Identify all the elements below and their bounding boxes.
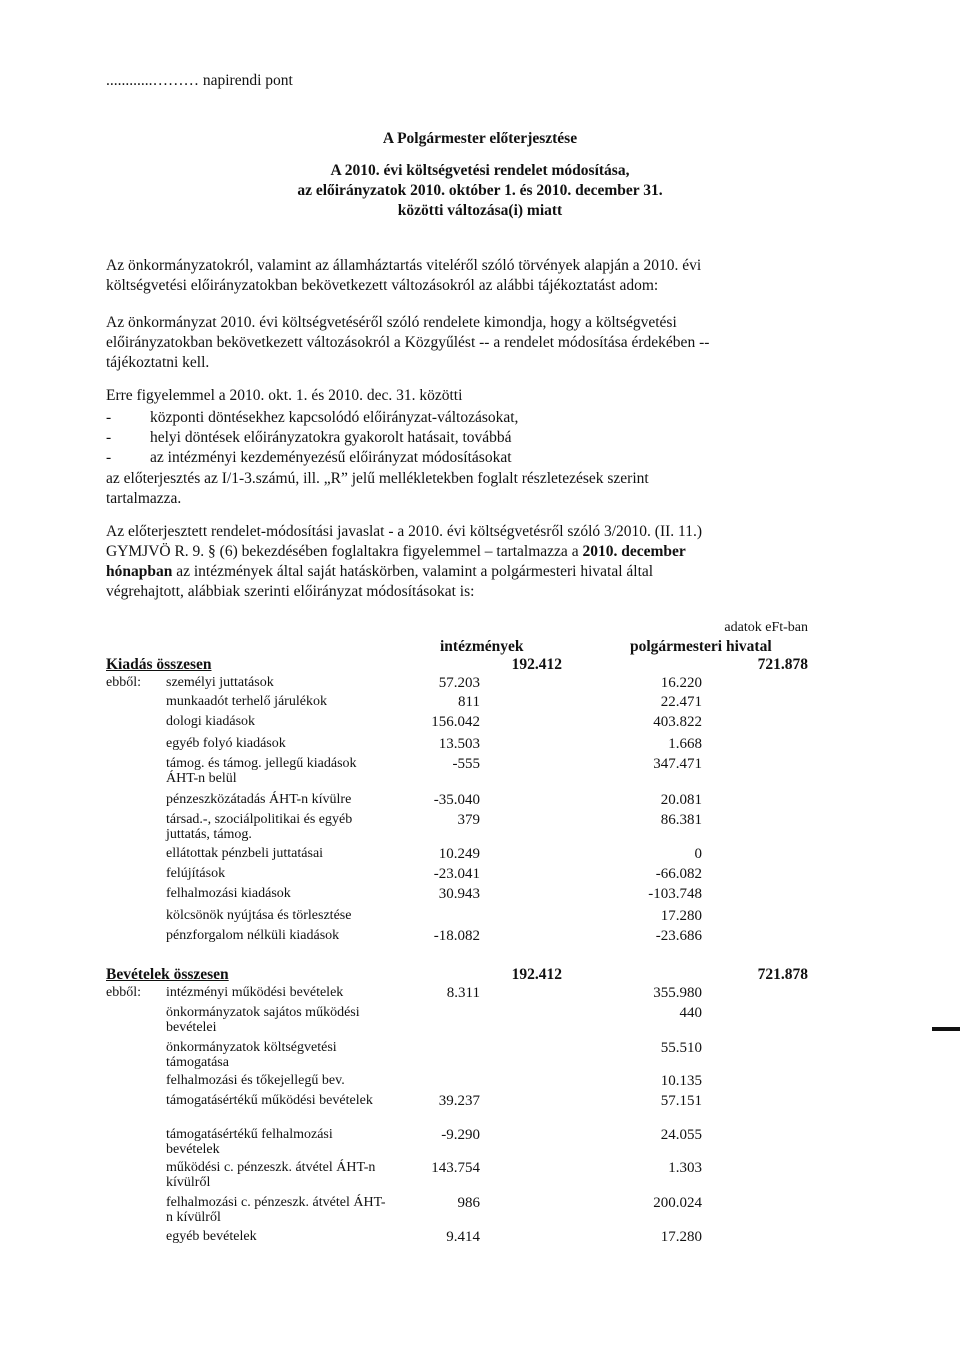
expenditure-total-institutions: 192.412	[511, 656, 562, 673]
row-label: önkormányzatok sajátos működési bevételei	[166, 1005, 360, 1035]
page-title: A Polgármester előterjesztése	[382, 130, 578, 147]
row-label: dologi kiadások	[166, 714, 256, 729]
row-label: intézményi működési bevételek	[166, 985, 344, 1000]
row-label: felhalmozási c. pénzeszk. átvétel ÁHT-n kívülről	[166, 1195, 386, 1225]
office-value: 20.081	[660, 792, 702, 808]
institutions-value: 379	[457, 812, 480, 828]
row-label: felújítások	[166, 866, 226, 881]
office-value: 10.135	[660, 1073, 702, 1089]
unit-note: adatok eFt-ban	[724, 620, 808, 635]
row-label: önkormányzatok költségvetési támogatása	[166, 1040, 337, 1070]
office-value: 1.303	[668, 1160, 702, 1176]
row-label: munkaadót terhelő járulékok	[166, 694, 327, 709]
row-label: felhalmozási és tőkejellegű bev.	[166, 1073, 345, 1088]
office-value: 86.381	[660, 812, 702, 828]
institutions-value: 986	[457, 1195, 480, 1211]
row-label: támogatásértékű működési bevételek	[166, 1093, 373, 1108]
institutions-value: 30.943	[438, 886, 480, 902]
rule-line-3: tájékoztatni kell.	[106, 354, 210, 371]
proposal-line-4: végrehajtott, alábbiak szerinti előirányzat módosításokat is:	[106, 583, 475, 600]
change-list	[106, 408, 518, 468]
agenda-line: ............……… napirendi pont	[106, 72, 293, 89]
office-value: 24.055	[660, 1127, 702, 1143]
institutions-value: 8.311	[446, 985, 480, 1001]
office-value: -66.082	[655, 866, 702, 882]
proposal-line-2: GYMJVÖ R. 9. § (6) bekezdésében foglaltakra figyelemmel – tartalmazza a 2010. december	[106, 543, 686, 560]
row-label: személyi juttatások	[166, 675, 274, 690]
row-label: egyéb folyó kiadások	[166, 736, 286, 751]
row-label: támog. és támog. jellegű kiadások ÁHT-n belül	[166, 756, 357, 786]
row-label: pénzeszközátadás ÁHT-n kívülre	[166, 792, 352, 807]
expenditure-total-office: 721.878	[757, 656, 808, 673]
annex-line-1: az előterjesztés az I/1-3.számú, ill. „R” jelű mellékletekben foglalt részletezések szerint	[106, 470, 649, 487]
column-header-mayors-office: polgármesteri hivatal	[630, 638, 772, 655]
intro-line-1: Az önkormányzatokról, valamint az államháztartás viteléről szóló törvények alapján a 2010. évi	[106, 257, 702, 274]
institutions-value: 10.249	[438, 846, 480, 862]
revenue-total-office: 721.878	[757, 966, 808, 983]
intro-paragraph	[106, 256, 808, 296]
annex-paragraph	[106, 469, 808, 509]
row-label: működési c. pénzeszk. átvétel ÁHT-n kívülről	[166, 1160, 376, 1190]
list-item: - helyi döntések előirányzatokra gyakorolt hatásait, továbbá	[106, 429, 512, 446]
list-item: - központi döntésekhez kapcsolódó előirányzat-változásokat,	[106, 409, 519, 426]
column-header-institutions: intézmények	[440, 638, 524, 655]
expenditure-title: Kiadás összesen	[106, 656, 212, 673]
institutions-value: 9.414	[446, 1229, 480, 1245]
office-value: 440	[679, 1005, 702, 1021]
institutions-value: 143.754	[431, 1160, 480, 1176]
institutions-value: -23.041	[433, 866, 480, 882]
margin-mark	[932, 1027, 960, 1031]
subtitle-line-1: A 2010. évi költségvetési rendelet módosítása,	[330, 162, 630, 179]
proposal-paragraph	[106, 522, 808, 602]
institutions-value: 13.503	[438, 736, 480, 752]
of-which-label: ebből:	[106, 675, 141, 690]
institutions-value: -555	[452, 756, 480, 772]
institutions-value: 57.203	[438, 675, 480, 691]
institutions-value: -35.040	[433, 792, 480, 808]
office-value: 200.024	[653, 1195, 702, 1211]
list-item: - az intézményi kezdeményezésű előirányzat módosításokat	[106, 449, 512, 466]
proposal-line-3: hónapban az intézmények által saját hatáskörben, valamint a polgármesteri hivatal által	[106, 563, 654, 580]
institutions-value: 156.042	[431, 714, 480, 730]
row-label: kölcsönök nyújtása és törlesztése	[166, 908, 352, 923]
rule-line-1: Az önkormányzat 2010. évi költségvetéséről szóló rendelete kimondja, hogy a költségvetési	[106, 314, 677, 331]
institutions-value: 811	[458, 694, 480, 710]
row-label: ellátottak pénzbeli juttatásai	[166, 846, 324, 861]
institutions-value: -18.082	[433, 928, 480, 944]
office-value: 17.280	[660, 1229, 702, 1245]
office-value: 57.151	[660, 1093, 702, 1109]
row-label: támogatásértékű felhalmozási bevételek	[166, 1127, 333, 1157]
institutions-value: -9.290	[441, 1127, 480, 1143]
revenue-total-institutions: 192.412	[511, 966, 562, 983]
row-label: társad.-, szociálpolitikai és egyéb juttatás, támog.	[166, 812, 353, 842]
rule-paragraph	[106, 313, 808, 373]
period-lead: Erre figyelemmel a 2010. okt. 1. és 2010. dec. 31. közötti	[106, 387, 463, 404]
office-value: 55.510	[660, 1040, 702, 1056]
office-value: 403.822	[653, 714, 702, 730]
subtitle-line-2: az előirányzatok 2010. október 1. és 2010. december 31.	[297, 182, 663, 199]
rule-line-2: előirányzatokban bekövetkezett változásokról a Közgyűlést -- a rendelet módosítása érdekében --	[106, 334, 710, 351]
institutions-value: 39.237	[438, 1093, 480, 1109]
office-value: -23.686	[655, 928, 702, 944]
office-value: 1.668	[668, 736, 702, 752]
office-value: -103.748	[648, 886, 702, 902]
office-value: 16.220	[660, 675, 702, 691]
office-value: 347.471	[653, 756, 702, 772]
annex-line-2: tartalmazza.	[106, 490, 182, 507]
revenue-title: Bevételek összesen	[106, 966, 229, 983]
office-value: 0	[694, 846, 702, 862]
intro-line-2: költségvetési előirányzatokban bekövetkezett változásokról az alábbi tájékoztatást adom:	[106, 277, 659, 294]
subtitle-line-3: közötti változása(i) miatt	[397, 202, 563, 219]
row-label: felhalmozási kiadások	[166, 886, 291, 901]
row-label: pénzforgalom nélküli kiadások	[166, 928, 340, 943]
of-which-label: ebből:	[106, 985, 141, 1000]
office-value: 17.280	[660, 908, 702, 924]
office-value: 22.471	[660, 694, 702, 710]
row-label: egyéb bevételek	[166, 1229, 257, 1244]
office-value: 355.980	[653, 985, 702, 1001]
proposal-line-1: Az előterjesztett rendelet-módosítási javaslat - a 2010. évi költségvetésről szóló 3/2010. (II. 11.)	[106, 523, 703, 540]
